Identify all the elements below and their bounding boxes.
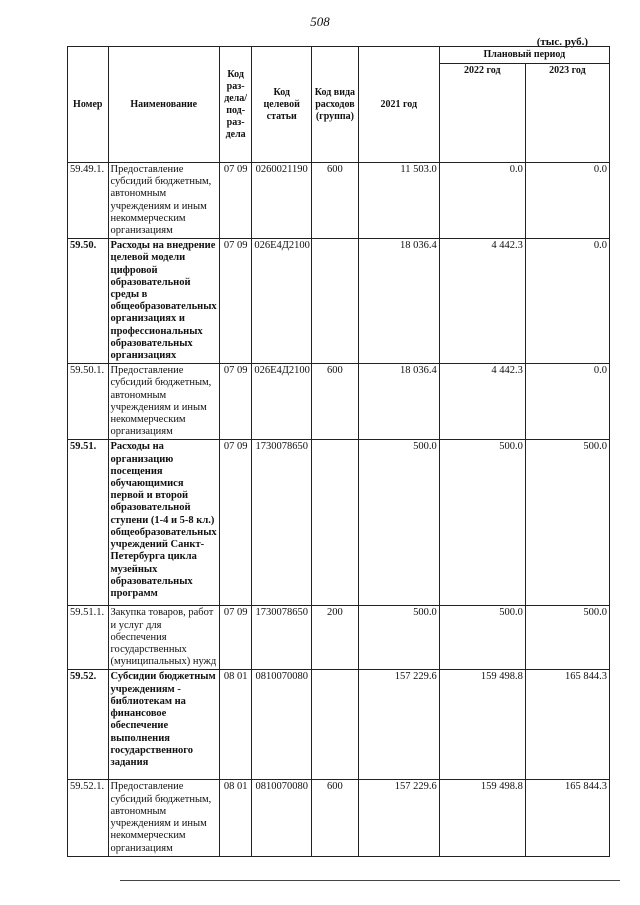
row-statya: 0810070080	[252, 670, 312, 780]
budget-table	[67, 46, 610, 857]
row-vid: 600	[312, 163, 359, 239]
row-name: Предоставление субсидий бюджетным, автономным учреждениям и иным некоммерческим организациям	[108, 364, 219, 440]
table-row	[68, 163, 610, 239]
row-number: 59.51.1.	[68, 606, 109, 670]
row-2022: 159 498.8	[439, 670, 525, 780]
row-2023: 500.0	[525, 606, 609, 670]
units-label: (тыс. руб.)	[536, 36, 588, 48]
table-row	[68, 780, 610, 856]
row-2023: 500.0	[525, 440, 609, 606]
row-2021: 18 036.4	[358, 364, 439, 440]
row-statya: 1730078650	[252, 440, 312, 606]
row-statya: 026Е4Д2100	[252, 364, 312, 440]
row-number: 59.50.	[68, 239, 109, 364]
row-statya: 026Е4Д2100	[252, 239, 312, 364]
row-name: Расходы на организацию посещения обучающимися первой и второй образовательной ступени (1-4 и 5-8 кл.) общеобразовательных учреждений Санкт-Петербурга цикла музейных образовательных программ	[108, 440, 219, 606]
header-razdel: Код раз-дела/ под-раз-дела	[219, 47, 251, 163]
row-2021: 11 503.0	[358, 163, 439, 239]
row-statya: 0260021190	[252, 163, 312, 239]
row-razdel: 08 01	[219, 670, 251, 780]
row-name: Субсидии бюджетным учреждениям - библиотекам на финансовое обеспечение выполнения государственного задания	[108, 670, 219, 780]
row-2022: 500.0	[439, 606, 525, 670]
row-2022: 4 442.3	[439, 364, 525, 440]
row-number: 59.52.	[68, 670, 109, 780]
row-2023: 0.0	[525, 364, 609, 440]
table-row	[68, 364, 610, 440]
header-plan: Плановый период	[439, 47, 609, 64]
row-razdel: 07 09	[219, 163, 251, 239]
row-vid: 600	[312, 364, 359, 440]
row-razdel: 08 01	[219, 780, 251, 856]
row-razdel: 07 09	[219, 440, 251, 606]
row-2022: 159 498.8	[439, 780, 525, 856]
row-2021: 500.0	[358, 606, 439, 670]
row-name: Закупка товаров, работ и услуг для обеспечения государственных (муниципальных) нужд	[108, 606, 219, 670]
row-name: Предоставление субсидий бюджетным, автономным учреждениям и иным некоммерческим организациям	[108, 163, 219, 239]
row-2022: 4 442.3	[439, 239, 525, 364]
header-statya: Код целевой статьи	[252, 47, 312, 163]
row-number: 59.50.1.	[68, 364, 109, 440]
header-2023: 2023 год	[525, 64, 609, 163]
table-row	[68, 670, 610, 780]
row-razdel: 07 09	[219, 364, 251, 440]
row-razdel: 07 09	[219, 606, 251, 670]
row-2021: 157 229.6	[358, 670, 439, 780]
table-row	[68, 606, 610, 670]
row-2021: 157 229.6	[358, 780, 439, 856]
row-2023: 165 844.3	[525, 670, 609, 780]
header-name: Наименование	[108, 47, 219, 163]
page-number: 508	[310, 14, 330, 29]
header-number: Номер	[68, 47, 109, 163]
row-number: 59.52.1.	[68, 780, 109, 856]
table-row	[68, 440, 610, 606]
row-razdel: 07 09	[219, 239, 251, 364]
row-vid	[312, 239, 359, 364]
row-2022: 500.0	[439, 440, 525, 606]
header-2021: 2021 год	[358, 47, 439, 163]
row-2023: 0.0	[525, 239, 609, 364]
row-name: Расходы на внедрение целевой модели цифровой образовательной среды в общеобразовательных организациях и профессиональных образовательных организациях	[108, 239, 219, 364]
row-number: 59.49.1.	[68, 163, 109, 239]
row-2021: 500.0	[358, 440, 439, 606]
row-2023: 165 844.3	[525, 780, 609, 856]
header-2022: 2022 год	[439, 64, 525, 163]
row-name: Предоставление субсидий бюджетным, автономным учреждениям и иным некоммерческим организациям	[108, 780, 219, 856]
row-2022: 0.0	[439, 163, 525, 239]
row-2023: 0.0	[525, 163, 609, 239]
row-number: 59.51.	[68, 440, 109, 606]
row-statya: 0810070080	[252, 780, 312, 856]
row-vid	[312, 440, 359, 606]
row-vid: 600	[312, 780, 359, 856]
row-2021: 18 036.4	[358, 239, 439, 364]
row-vid	[312, 670, 359, 780]
footer-rule	[120, 880, 620, 881]
table-row	[68, 239, 610, 364]
row-vid: 200	[312, 606, 359, 670]
header-vid: Код вида расходов (группа)	[312, 47, 359, 163]
row-statya: 1730078650	[252, 606, 312, 670]
